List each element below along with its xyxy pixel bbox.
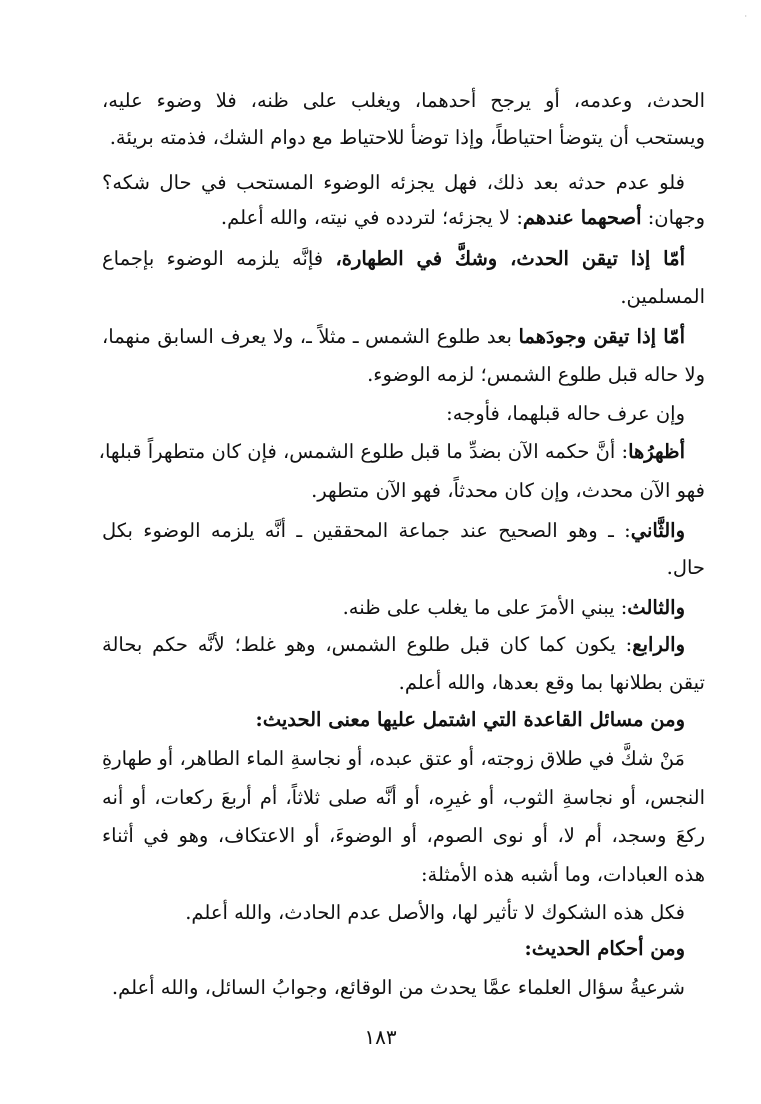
text-run: فهو الآن محدث، وإن كان محدثاً، فهو الآن متطهر. (311, 479, 705, 502)
text-run: : ـ وهو الصحيح عند جماعة المحققين ـ أنَّه يلزمه الوضوء بكل (102, 519, 631, 542)
text-run: : أنَّ حكمه الآن بضدِّ ما قبل طلوع الشمس، فإن كان متطهراً قبلها، (98, 440, 629, 463)
text-line (112, 973, 685, 1003)
text-line (311, 476, 705, 506)
text-run: هذه العبادات، وما أشبه هذه الأمثلة: (420, 863, 705, 886)
bold-text-run: أمّا إذا تيقن وجودَهما (518, 325, 686, 348)
text-run: تيقن بطلانها بما وقع بعدها، والله أعلم. (398, 671, 705, 694)
text-run: شرعيةُ سؤال العلماء عمَّا يحدث من الوقائع، وجوابُ السائل، والله أعلم. (111, 976, 685, 999)
corner-mark: · (744, 12, 747, 21)
text-line (102, 516, 685, 546)
text-line (620, 282, 705, 312)
page-number: ١٨٣ (364, 1025, 397, 1049)
text-line (110, 123, 705, 153)
text-run: الحدث، وعدمه، أو يرجح أحدهما، ويغلب على ظنه، فلا وضوء عليه، (102, 89, 705, 112)
bold-text-run: ومن أحكام الحديث: (524, 937, 685, 960)
text-line (102, 322, 685, 352)
text-line (102, 244, 685, 274)
text-run: فلو عدم حدثه بعد ذلك، فهل يجزئه الوضوء المستحب في حال شكه؟ (102, 171, 685, 194)
text-run: فكل هذه الشكوك لا تأثير لها، والأصل عدم الحادث، والله أعلم. (185, 901, 685, 924)
bold-text-run: ومن مسائل القاعدة التي اشتمل عليها معنى الحديث: (255, 708, 685, 731)
text-line (525, 934, 686, 964)
text-run: فإنَّه يلزمه الوضوء بإجماع (102, 247, 336, 270)
text-run: مَنْ شكَّ في طلاق زوجته، أو عتق عبده، أو نجاسةِ الماء الطاهر، أو طهارةِ (102, 747, 685, 770)
text-run: ولا حاله قبل طلوع الشمس؛ لزمه الوضوء. (367, 363, 705, 386)
text-line (256, 705, 686, 735)
bold-text-run: والثَّاني (630, 519, 685, 542)
text-line (102, 744, 685, 774)
text-line (98, 437, 685, 467)
text-line (221, 203, 705, 233)
text-line (421, 860, 705, 890)
text-line (185, 898, 685, 928)
bold-text-run: والرابع (632, 633, 685, 656)
text-run: : يبني الأمرَ على ما يغلب على ظنه. (342, 596, 628, 619)
bold-text-run: أظهرُها (628, 440, 685, 463)
bold-text-run: والثالث (627, 596, 685, 619)
text-line (399, 668, 705, 698)
text-line (102, 86, 705, 116)
text-run: وإن عرف حاله قبلهما، فأوجه: (446, 402, 685, 425)
text-run: المسلمين. (620, 285, 705, 308)
bold-text-run: أصحهما عندهم (522, 206, 642, 229)
text-line (102, 168, 685, 198)
text-line (343, 593, 685, 623)
text-line (367, 360, 705, 390)
text-line (102, 783, 705, 813)
text-run: : يكون كما كان قبل طلوع الشمس، وهو غلط؛ لأنَّه حكم بحالة (102, 633, 633, 656)
text-line (667, 553, 705, 583)
text-run: ويستحب أن يتوضأ احتياطاً، وإذا توضأ للاحتياط مع دوام الشك، فذمته بريئة. (109, 126, 705, 149)
text-line (102, 630, 685, 660)
text-run: حال. (666, 556, 705, 579)
text-run: وجهان: (641, 206, 705, 229)
text-run: ركعَ وسجد، أم لا، أو نوى الصوم، أو الوضوءَ، أو الاعتكاف، وهو في أثناء (102, 824, 705, 847)
bold-text-run: أمّا إذا تيقن الحدث، وشكَّ في الطهارة، (335, 247, 685, 270)
text-line (446, 399, 685, 429)
text-run: : لا يجزئه؛ لتردده في نيته، والله أعلم. (220, 206, 523, 229)
text-line (102, 821, 705, 851)
text-run: النجس، أو نجاسةِ الثوب، أو غيرِه، أو أنَّه صلى ثلاثاً، أم أربعَ ركعات، أو أنه (102, 786, 705, 809)
text-run: بعد طلوع الشمس ـ مثلاً ـ، ولا يعرف السابق منهما، (102, 325, 519, 348)
